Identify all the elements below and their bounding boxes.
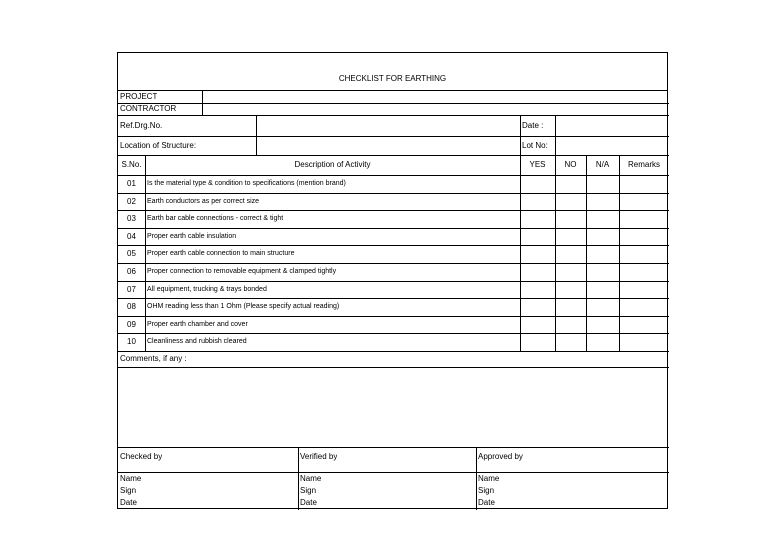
- header-no: NO: [564, 160, 577, 169]
- lot-no-label: Lot No:: [522, 141, 548, 150]
- header-sno: S.No.: [121, 160, 142, 169]
- item-description: Cleanliness and rubbish cleared: [147, 338, 247, 346]
- checked-date: Date: [120, 498, 137, 507]
- contractor-label: CONTRACTOR: [120, 104, 177, 113]
- verified-name: Name: [300, 474, 322, 483]
- item-description: OHM reading less than 1 Ohm (Please specify actual reading): [147, 303, 340, 311]
- item-number: 08: [127, 302, 136, 312]
- item-description: Proper earth cable connection to main structure: [147, 250, 295, 258]
- item-number: 05: [127, 249, 136, 259]
- earthing-checklist-form: [117, 52, 668, 509]
- comments-label: Comments, if any :: [120, 354, 187, 363]
- header-na: N/A: [595, 160, 610, 169]
- form-title: CHECKLIST FOR EARTHING: [118, 53, 667, 91]
- verified-date: Date: [300, 498, 317, 507]
- item-number: 02: [127, 196, 136, 206]
- verified-sign: Sign: [300, 486, 317, 495]
- item-number: 06: [127, 267, 136, 276]
- date-label: Date :: [522, 121, 544, 130]
- item-number: 01: [127, 179, 136, 188]
- item-number: 04: [127, 231, 136, 241]
- item-description: Is the material type & condition to specifications (mention brand): [147, 180, 346, 187]
- approved-name: Name: [478, 474, 500, 483]
- approved-by-label: Approved by: [478, 452, 523, 461]
- item-description: Earth conductors as per correct size: [147, 197, 260, 205]
- item-description: Proper connection to removable equipment & clamped tightly: [147, 268, 337, 275]
- approved-sign: Sign: [478, 486, 495, 495]
- header-remarks: Remarks: [627, 160, 660, 169]
- item-number: 03: [127, 214, 136, 224]
- ref-drg-label: Ref.Drg.No.: [120, 121, 163, 130]
- verified-by-label: Verified by: [300, 452, 338, 461]
- item-description: Proper earth cable insulation: [147, 232, 237, 240]
- project-label: PROJECT: [120, 92, 158, 101]
- approved-date: Date: [478, 498, 495, 507]
- item-number: 07: [127, 284, 136, 294]
- checked-sign: Sign: [120, 486, 137, 495]
- item-number: 09: [127, 319, 136, 329]
- header-description: Description of Activity: [294, 160, 371, 169]
- item-description: Proper earth chamber and cover: [147, 320, 248, 328]
- item-description: Earth bar cable connections - correct & tight: [147, 215, 284, 223]
- location-label: Location of Structure:: [120, 141, 197, 150]
- checked-by-label: Checked by: [120, 452, 163, 461]
- header-yes: YES: [529, 160, 546, 169]
- item-number: 10: [127, 337, 136, 347]
- item-description: All equipment, trucking & trays bonded: [147, 285, 267, 293]
- checked-name: Name: [120, 474, 142, 483]
